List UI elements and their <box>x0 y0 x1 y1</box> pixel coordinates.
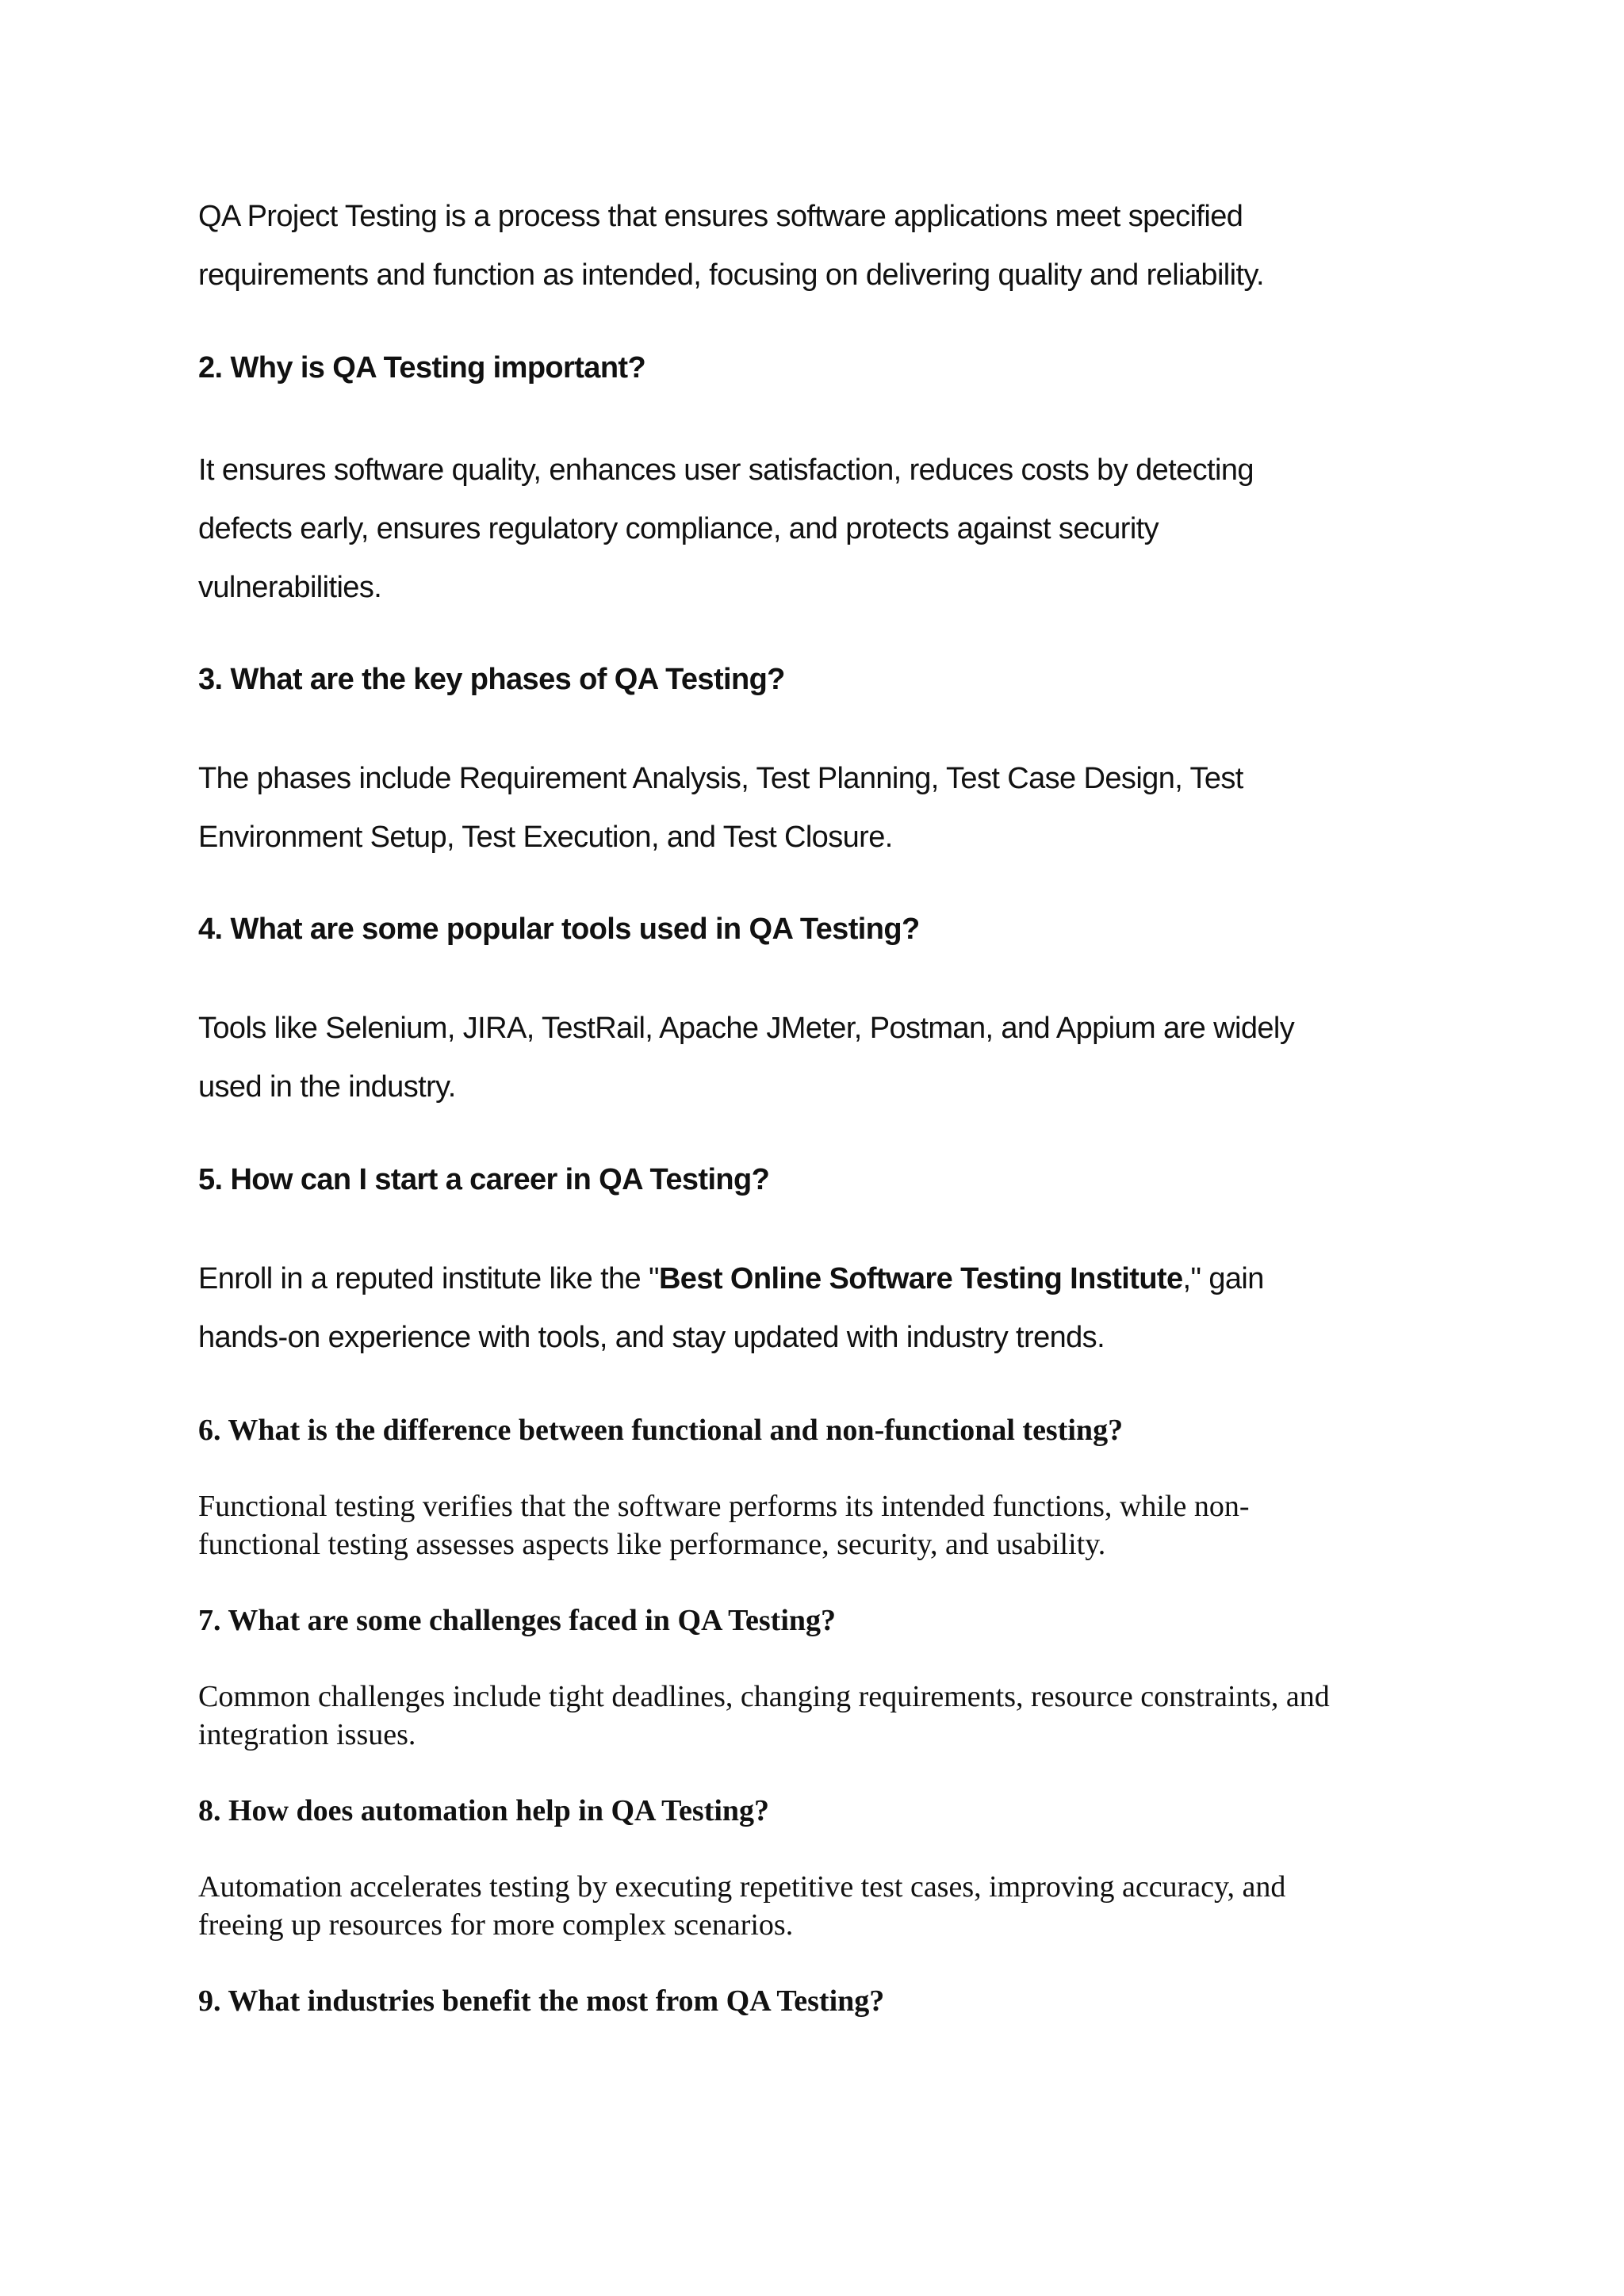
answer-2-line-1: It ensures software quality, enhances user satisfaction, reduces costs by detecting <box>198 453 1254 487</box>
answer-5-text-before: Enroll in a reputed institute like the " <box>198 1262 659 1295</box>
answer-7-line-2: integration issues. <box>198 1718 416 1751</box>
faq-heading-2: 2. Why is QA Testing important? <box>198 351 646 385</box>
faq-heading-9: 9. What industries benefit the most from QA Testing? <box>198 1984 885 2018</box>
answer-3-line-1: The phases include Requirement Analysis, Test Planning, Test Case Design, Test <box>198 762 1243 795</box>
answer-2-line-2: defects early, ensures regulatory compliance, and protects against security <box>198 512 1159 545</box>
intro-paragraph <box>198 187 1264 304</box>
faq-heading-3: 3. What are the key phases of QA Testing? <box>198 663 785 696</box>
faq-heading-5: 5. How can I start a career in QA Testing? <box>198 1163 770 1196</box>
faq-answer-8 <box>198 1868 1285 1944</box>
answer-7-line-1: Common challenges include tight deadlines, changing requirements, resource constraints, and <box>198 1680 1330 1713</box>
faq-answer-5 <box>198 1249 1264 1367</box>
faq-answer-6 <box>198 1487 1249 1563</box>
intro-line-2: requirements and function as intended, focusing on delivering quality and reliability. <box>198 258 1264 292</box>
answer-8-line-1: Automation accelerates testing by executing repetitive test cases, improving accuracy, and <box>198 1870 1286 1904</box>
answer-5-text-after: ," gain <box>1182 1262 1264 1295</box>
faq-answer-3 <box>198 749 1243 867</box>
faq-heading-4: 4. What are some popular tools used in QA Testing? <box>198 913 920 946</box>
answer-6-line-2: functional testing assesses aspects like performance, security, and usability. <box>198 1528 1106 1561</box>
intro-line-1: QA Project Testing is a process that ensures software applications meet specified <box>198 200 1243 233</box>
faq-answer-4 <box>198 999 1294 1116</box>
answer-6-line-1: Functional testing verifies that the software performs its intended functions, while non- <box>198 1490 1250 1523</box>
faq-heading-6: 6. What is the difference between functional and non-functional testing? <box>198 1414 1124 1447</box>
answer-5-line-2: hands-on experience with tools, and stay updated with industry trends. <box>198 1321 1105 1354</box>
answer-3-line-2: Environment Setup, Test Execution, and Test Closure. <box>198 821 893 854</box>
faq-heading-8: 8. How does automation help in QA Testing? <box>198 1794 770 1827</box>
answer-4-line-2: used in the industry. <box>198 1070 456 1104</box>
answer-2-line-3: vulnerabilities. <box>198 571 382 604</box>
answer-8-line-2: freeing up resources for more complex scenarios. <box>198 1908 794 1942</box>
faq-answer-2 <box>198 441 1254 617</box>
faq-heading-7: 7. What are some challenges faced in QA Testing? <box>198 1604 837 1637</box>
answer-4-line-1: Tools like Selenium, JIRA, TestRail, Apache JMeter, Postman, and Appium are widely <box>198 1012 1295 1045</box>
answer-5-line-1 <box>198 1249 1264 1308</box>
institute-link[interactable]: Best Online Software Testing Institute <box>658 1262 1183 1295</box>
faq-answer-7 <box>198 1678 1330 1754</box>
